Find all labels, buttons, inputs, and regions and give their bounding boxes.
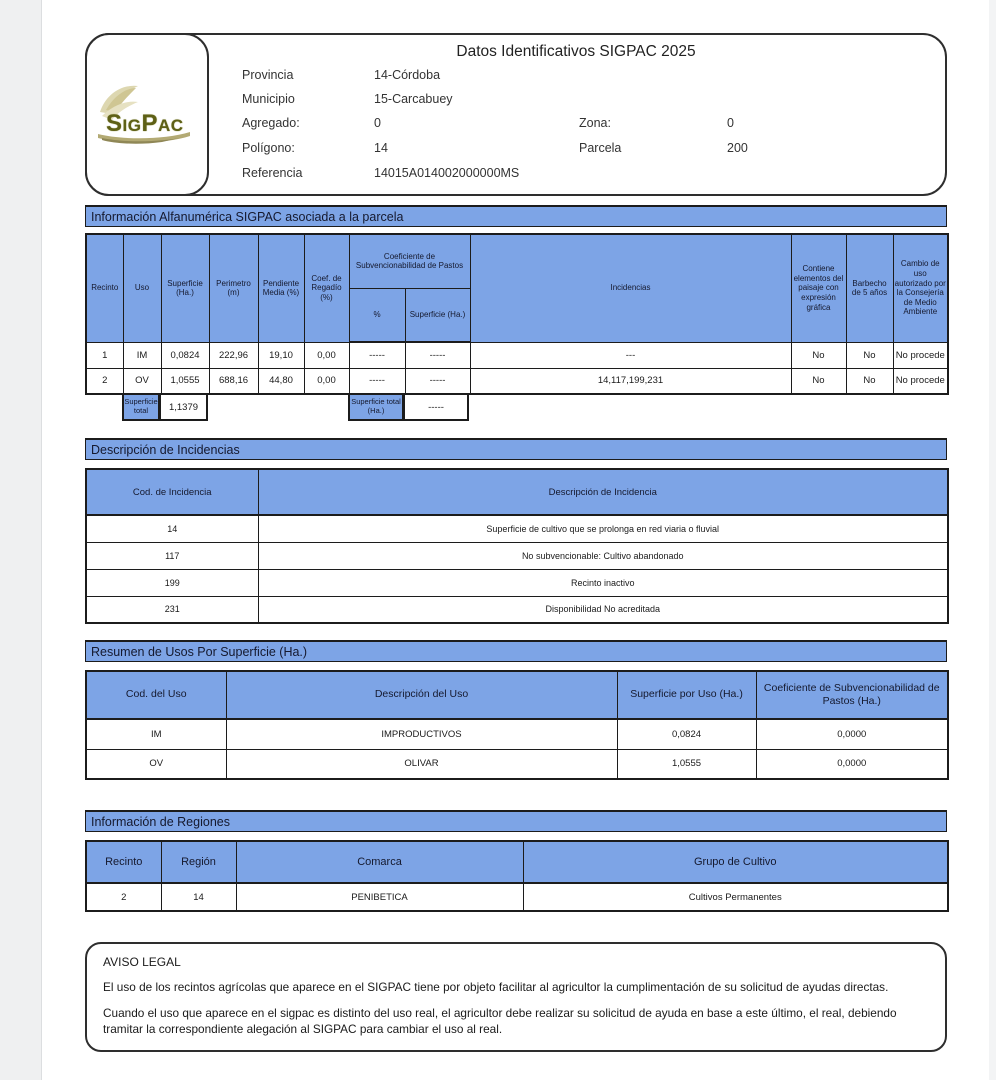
header-identity-box <box>85 33 947 196</box>
cell-coef-regadio: 0,00 <box>304 368 349 394</box>
cell-superficie: 1,0555 <box>617 749 756 779</box>
cell-pct: ----- <box>349 342 405 368</box>
cell-cod: 14 <box>86 515 258 542</box>
cell-recinto: 1 <box>86 342 123 368</box>
col-header-coef-regadio: Coef. de Regadío (%) <box>304 234 349 342</box>
col-header-pct: % <box>349 288 405 342</box>
table-row <box>86 719 948 749</box>
col-header-coef-subvencionabilidad: Coeficiente de Subvencionabilidad de Pastos <box>349 234 470 288</box>
field-municipio-label: Municipio <box>242 92 295 106</box>
cell-contiene: No <box>791 342 846 368</box>
table-row <box>86 749 948 779</box>
cell-contiene: No <box>791 368 846 394</box>
cell-desc: OLIVAR <box>226 749 617 779</box>
cell-cod: 117 <box>86 542 258 569</box>
cell-cod: IM <box>86 719 226 749</box>
col-header-recinto: Recinto <box>86 234 123 342</box>
table-row <box>86 368 948 394</box>
field-provincia-label: Provincia <box>242 68 294 82</box>
cell-uso: OV <box>123 368 161 394</box>
alfanumerica-total-row <box>85 395 947 429</box>
cell-coef: 0,0000 <box>756 749 948 779</box>
table-row <box>86 883 948 911</box>
field-municipio-value: 15-Carcabuey <box>374 92 453 106</box>
col-header-contiene-elementos: Contiene elementos del paisaje con expresión gráfica <box>791 234 846 342</box>
cell-perimetro: 222,96 <box>209 342 258 368</box>
aviso-legal-paragraph-2: Cuando el uso que aparece en el sigpac es distinto del uso real, el agricultor debe realizar su solicitud de ayuda en base a este último, el real, debiendo tramitar la correspondiente alegación al SIGPAC para cambiar el uso al real. <box>103 1006 897 1036</box>
sigpac-logo <box>92 76 202 154</box>
cell-pendiente: 44,80 <box>258 368 304 394</box>
page-left-gutter <box>0 0 42 1080</box>
field-zona-value: 0 <box>727 116 734 130</box>
field-poligono-label: Polígono: <box>242 141 295 155</box>
col-header-pendiente: Pendiente Media (%) <box>258 234 304 342</box>
total-subvencionabilidad-label: Superficie total (Ha.) <box>348 393 404 421</box>
cell-desc: No subvencionable: Cultivo abandonado <box>258 542 948 569</box>
cell-pct: ----- <box>349 368 405 394</box>
col-header-barbecho: Barbecho de 5 años <box>846 234 893 342</box>
col-header-incidencias: Incidencias <box>470 234 791 342</box>
col-header-comarca: Comarca <box>236 841 523 883</box>
section-bar-regiones: Información de Regiones <box>85 810 947 832</box>
field-zona-label: Zona: <box>579 116 611 130</box>
cell-recinto: 2 <box>86 883 161 911</box>
cell-recinto: 2 <box>86 368 123 394</box>
cell-incidencias: --- <box>470 342 791 368</box>
table-regiones <box>85 840 949 912</box>
cell-desc: IMPRODUCTIVOS <box>226 719 617 749</box>
cell-superficie-subv: ----- <box>405 368 470 394</box>
table-row <box>86 569 948 596</box>
table-usos <box>85 670 949 780</box>
field-provincia-value: 14-Córdoba <box>374 68 441 82</box>
col-header-cod-incidencia: Cod. de Incidencia <box>86 469 258 515</box>
col-header-superficie-por-uso: Superficie por Uso (Ha.) <box>617 671 756 719</box>
col-header-cod-uso: Cod. del Uso <box>86 671 226 719</box>
col-header-perimetro: Perimetro (m) <box>209 234 258 342</box>
col-header-desc-incidencia: Descripción de Incidencia <box>258 469 948 515</box>
cell-pendiente: 19,10 <box>258 342 304 368</box>
aviso-legal-box <box>85 942 947 1052</box>
cell-perimetro: 688,16 <box>209 368 258 394</box>
sigpac-logo-panel <box>85 33 209 196</box>
cell-desc: Superficie de cultivo que se prolonga en red viaria o fluvial <box>258 515 948 542</box>
cell-cod: 231 <box>86 596 258 623</box>
cell-superficie: 0,0824 <box>617 719 756 749</box>
cell-superficie: 0,0824 <box>161 342 209 368</box>
section-bar-usos: Resumen de Usos Por Superficie (Ha.) <box>85 640 947 662</box>
col-header-coef-pastos: Coeficiente de Subvencionabilidad de Pastos (Ha.) <box>756 671 948 719</box>
cell-desc: Recinto inactivo <box>258 569 948 596</box>
aviso-legal-paragraph-1: El uso de los recintos agrícolas que aparece en el SIGPAC tiene por objeto facilitar al agricultor la cumplimentación de su solicitud de ayudas directas. <box>103 980 889 994</box>
col-header-grupo-cultivo: Grupo de Cultivo <box>523 841 948 883</box>
field-referencia-value: 14015A014002000000MS <box>374 166 520 180</box>
section-bar-incidencias: Descripción de Incidencias <box>85 438 947 460</box>
cell-cod: 199 <box>86 569 258 596</box>
col-header-cambio-uso: Cambio de uso autorizado por la Consejería de Medio Ambiente <box>893 234 948 342</box>
table-row <box>86 515 948 542</box>
field-parcela-label: Parcela <box>579 141 622 155</box>
logo-text: SigPac <box>106 109 184 137</box>
total-superficie-value: 1,1379 <box>160 393 208 421</box>
col-header-superficie-subv: Superficie (Ha.) <box>405 288 470 342</box>
table-row <box>86 542 948 569</box>
col-header-uso: Uso <box>123 234 161 342</box>
field-agregado-value: 0 <box>374 116 381 130</box>
field-referencia-label: Referencia <box>242 166 303 180</box>
cell-grupo: Cultivos Permanentes <box>523 883 948 911</box>
cell-cambio: No procede <box>893 342 948 368</box>
cell-superficie-subv: ----- <box>405 342 470 368</box>
table-alfanumerica <box>85 233 949 395</box>
col-header-desc-uso: Descripción del Uso <box>226 671 617 719</box>
cell-coef-regadio: 0,00 <box>304 342 349 368</box>
document <box>85 0 947 1052</box>
total-subvencionabilidad-value: ----- <box>404 393 469 421</box>
page-right-gutter <box>989 0 996 1080</box>
col-header-recinto: Recinto <box>86 841 161 883</box>
cell-barbecho: No <box>846 342 893 368</box>
table-incidencias <box>85 468 949 624</box>
cell-cambio: No procede <box>893 368 948 394</box>
cell-desc: Disponibilidad No acreditada <box>258 596 948 623</box>
cell-uso: IM <box>123 342 161 368</box>
total-superficie-label: Superficie total <box>122 393 160 421</box>
cell-region: 14 <box>161 883 236 911</box>
cell-cod: OV <box>86 749 226 779</box>
aviso-legal-title: AVISO LEGAL <box>103 955 181 969</box>
document-title: Datos Identificativos SIGPAC 2025 <box>456 43 696 60</box>
col-header-superficie: Superficie (Ha.) <box>161 234 209 342</box>
table-row <box>86 342 948 368</box>
field-poligono-value: 14 <box>374 141 388 155</box>
table-row <box>86 596 948 623</box>
cell-barbecho: No <box>846 368 893 394</box>
cell-superficie: 1,0555 <box>161 368 209 394</box>
col-header-region: Región <box>161 841 236 883</box>
cell-incidencias: 14,117,199,231 <box>470 368 791 394</box>
field-parcela-value: 200 <box>727 141 748 155</box>
section-bar-alfanumerica: Información Alfanumérica SIGPAC asociada a la parcela <box>85 205 947 227</box>
cell-comarca: PENIBETICA <box>236 883 523 911</box>
field-agregado-label: Agregado: <box>242 116 300 130</box>
cell-coef: 0,0000 <box>756 719 948 749</box>
